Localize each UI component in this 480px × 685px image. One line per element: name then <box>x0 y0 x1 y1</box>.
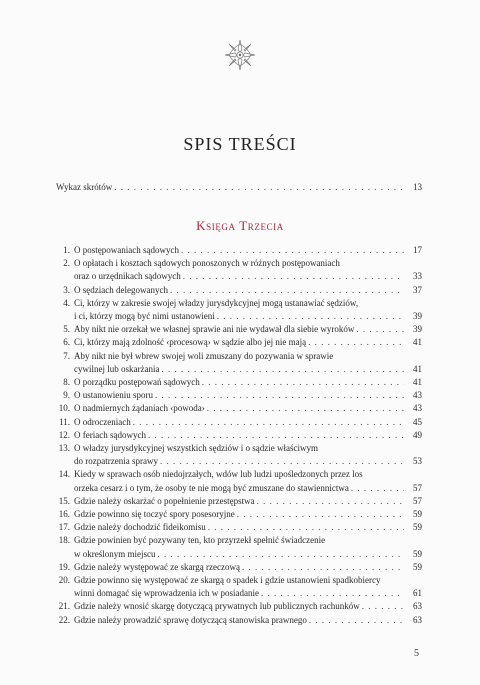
toc-title: oraz o urzędnikach sądowych <box>74 271 181 282</box>
toc-number: 14. <box>58 469 70 480</box>
dot-leader <box>237 508 404 521</box>
page-number: 59 <box>413 561 422 572</box>
toc-title: O ustanowieniu sporu <box>74 390 153 401</box>
dot-leader <box>181 244 404 257</box>
toc-number: 12. <box>58 429 70 440</box>
dot-leader <box>202 376 404 389</box>
toc-entry[interactable] <box>56 574 422 600</box>
page-title: SPIS TREŚCI <box>183 134 297 154</box>
page-number: 59 <box>413 522 422 533</box>
dot-leader <box>161 363 404 376</box>
toc-title: O władzy jurysdykcyjnej wszystkich sędziów i o sądzie właściwym <box>74 443 318 454</box>
page-number: 13 <box>413 182 422 192</box>
page-number: 53 <box>413 456 422 467</box>
toc-entry[interactable] <box>56 429 422 442</box>
toc-title: Gdzie powinno się występować ze skargą o spadek i gdzie ustanowieni spadkobiercy <box>74 575 381 586</box>
toc-entry[interactable] <box>56 389 422 402</box>
toc-number: 21. <box>58 601 70 612</box>
toc-title: Gdzie należy występować ze skargą rzeczową <box>74 561 240 572</box>
folio-page-number: 5 <box>414 648 419 659</box>
toc-title: Ci, którzy mają zdolność ‹procesową› w sądzie albo jej nie mają <box>74 337 307 348</box>
toc-title: i ci, którzy mogą być nimi ustanowieni <box>74 311 215 322</box>
toc-title: w określonym miejscu <box>74 548 156 559</box>
toc-number: 8. <box>63 377 70 388</box>
dot-leader <box>183 270 404 283</box>
toc-title: O odroczeniach <box>74 416 131 427</box>
toc-number: 4. <box>63 297 70 308</box>
dot-leader <box>309 614 404 627</box>
toc-number: 10. <box>58 403 70 414</box>
toc-entry[interactable] <box>56 508 422 521</box>
toc-title: Gdzie należy wnosić skargę dotyczącą prywatnych lub publicznych rachunków <box>74 601 360 612</box>
dot-leader <box>158 548 405 561</box>
toc-title: Ci, którzy w zakresie swojej władzy jurysdykcyjnej mogą ustanawiać sędziów, <box>74 297 359 308</box>
abbreviations-entry[interactable] <box>56 181 422 194</box>
toc-number: 5. <box>63 324 70 335</box>
toc-number: 9. <box>63 390 70 401</box>
page-number: 43 <box>413 403 422 414</box>
dot-leader <box>170 284 404 297</box>
toc-number: 18. <box>58 535 70 546</box>
page-number: 57 <box>413 495 422 506</box>
toc-number: 15. <box>58 495 70 506</box>
toc-entry[interactable] <box>56 350 422 376</box>
dot-leader <box>133 416 404 429</box>
toc-entry[interactable] <box>56 336 422 349</box>
page-number: 39 <box>413 311 422 322</box>
page-number: 57 <box>413 482 422 493</box>
page-number: 63 <box>413 614 422 625</box>
dot-leader <box>308 336 404 349</box>
abbreviations-label: Wykaz skrótów <box>56 182 113 192</box>
toc-number: 1. <box>63 245 70 255</box>
toc-title: cywilnej lub oskarżania <box>74 363 160 374</box>
toc-entry[interactable] <box>56 468 422 494</box>
toc-entry[interactable] <box>56 442 422 468</box>
page-number: 33 <box>413 271 422 282</box>
page-number: 49 <box>413 429 422 440</box>
page-number: 63 <box>413 601 422 612</box>
toc-title: Gdzie należy oskarżać o popełnienie przestępstwa <box>74 495 255 506</box>
toc-entry[interactable] <box>56 495 422 508</box>
page-number: 41 <box>413 337 422 348</box>
page-number: 41 <box>413 363 422 374</box>
dot-leader <box>148 429 404 442</box>
page-number: 41 <box>413 377 422 388</box>
page-number: 37 <box>413 284 422 295</box>
page-number: 39 <box>413 324 422 335</box>
page-number: 45 <box>413 416 422 427</box>
toc-title: Kiedy w sprawach osób niedojrzałych, wdów lub ludzi upośledzonych przez los <box>74 469 363 480</box>
toc-number: 7. <box>63 350 70 361</box>
floral-ornament-icon <box>223 38 257 72</box>
toc-title: O sędziach delegowanych <box>74 284 168 295</box>
toc-number: 13. <box>58 443 70 454</box>
toc-title: do rozpatrzenia sprawy <box>74 456 158 467</box>
dot-leader <box>208 521 404 534</box>
dot-leader <box>362 600 404 613</box>
toc-entry[interactable] <box>56 244 422 257</box>
toc-title: O nadmiernych żądaniach ‹powoda› <box>74 403 205 414</box>
dot-leader <box>207 402 404 415</box>
toc-number: 16. <box>58 509 70 520</box>
toc-entry[interactable] <box>56 284 422 297</box>
toc-entry[interactable] <box>56 257 422 283</box>
page-number: 43 <box>413 390 422 401</box>
toc-number: 19. <box>58 561 70 572</box>
toc-entry[interactable] <box>56 376 422 389</box>
dot-leader <box>217 310 404 323</box>
toc-entry[interactable] <box>56 534 422 560</box>
toc-title: orzeka cesarz i o tym, że osoby te nie mogą być zmuszane do stawiennictwa <box>74 482 349 493</box>
dot-leader <box>114 181 404 194</box>
page-number: 59 <box>413 509 422 520</box>
toc-entry[interactable] <box>56 614 422 627</box>
toc-title: O feriach sądowych <box>74 429 146 440</box>
toc-entry[interactable] <box>56 600 422 613</box>
dot-leader <box>257 495 404 508</box>
toc-entry[interactable] <box>56 297 422 323</box>
book-heading: Księga Trzecia <box>196 218 284 233</box>
toc-title: Gdzie należy dochodzić fideikomisu <box>74 522 206 533</box>
dot-leader <box>261 587 404 600</box>
toc-title: Gdzie powinno się toczyć spory posesoryjne <box>74 509 235 520</box>
toc-number: 17. <box>58 522 70 533</box>
toc-title: O opłatach i kosztach sądowych ponoszonych w różnych postępowaniach <box>74 258 340 269</box>
toc-entry[interactable] <box>56 521 422 534</box>
toc-number: 6. <box>63 337 70 348</box>
dot-leader <box>242 561 404 574</box>
dot-leader <box>351 482 404 495</box>
toc-number: 11. <box>59 416 70 427</box>
toc-entry[interactable] <box>56 323 422 336</box>
page-number: 59 <box>413 548 422 559</box>
dot-leader <box>356 323 404 336</box>
page-number: 17 <box>413 245 422 255</box>
toc-title: Gdzie powinien być pozywany ten, kto przyrzekł spełnić świadczenie <box>74 535 326 546</box>
toc-title: O postępowaniach sądowych <box>74 245 179 255</box>
toc-number: 22. <box>58 614 70 625</box>
toc-entry[interactable] <box>56 402 422 415</box>
toc-title: Gdzie należy prowadzić sprawę dotyczącą stanowiska prawnego <box>74 614 307 625</box>
toc-entry[interactable] <box>56 416 422 429</box>
dot-leader <box>155 389 404 402</box>
toc-title: winni domagać się wprowadzenia ich w posiadanie <box>74 588 259 599</box>
toc-number: 3. <box>63 284 70 295</box>
toc-title: Aby nikt nie był wbrew swojej woli zmuszany do pozywania w sprawie <box>74 350 334 361</box>
toc-number: 20. <box>58 575 70 586</box>
toc-title: O porządku postępowań sądowych <box>74 377 200 388</box>
dot-leader <box>160 455 404 468</box>
toc-title: Aby nikt nie orzekał we własnej sprawie ani nie wydawał dla siebie wyroków <box>74 324 355 335</box>
toc-number: 2. <box>63 258 70 269</box>
page-number: 61 <box>413 588 422 599</box>
toc-entry[interactable] <box>56 561 422 574</box>
table-of-contents <box>56 244 422 627</box>
